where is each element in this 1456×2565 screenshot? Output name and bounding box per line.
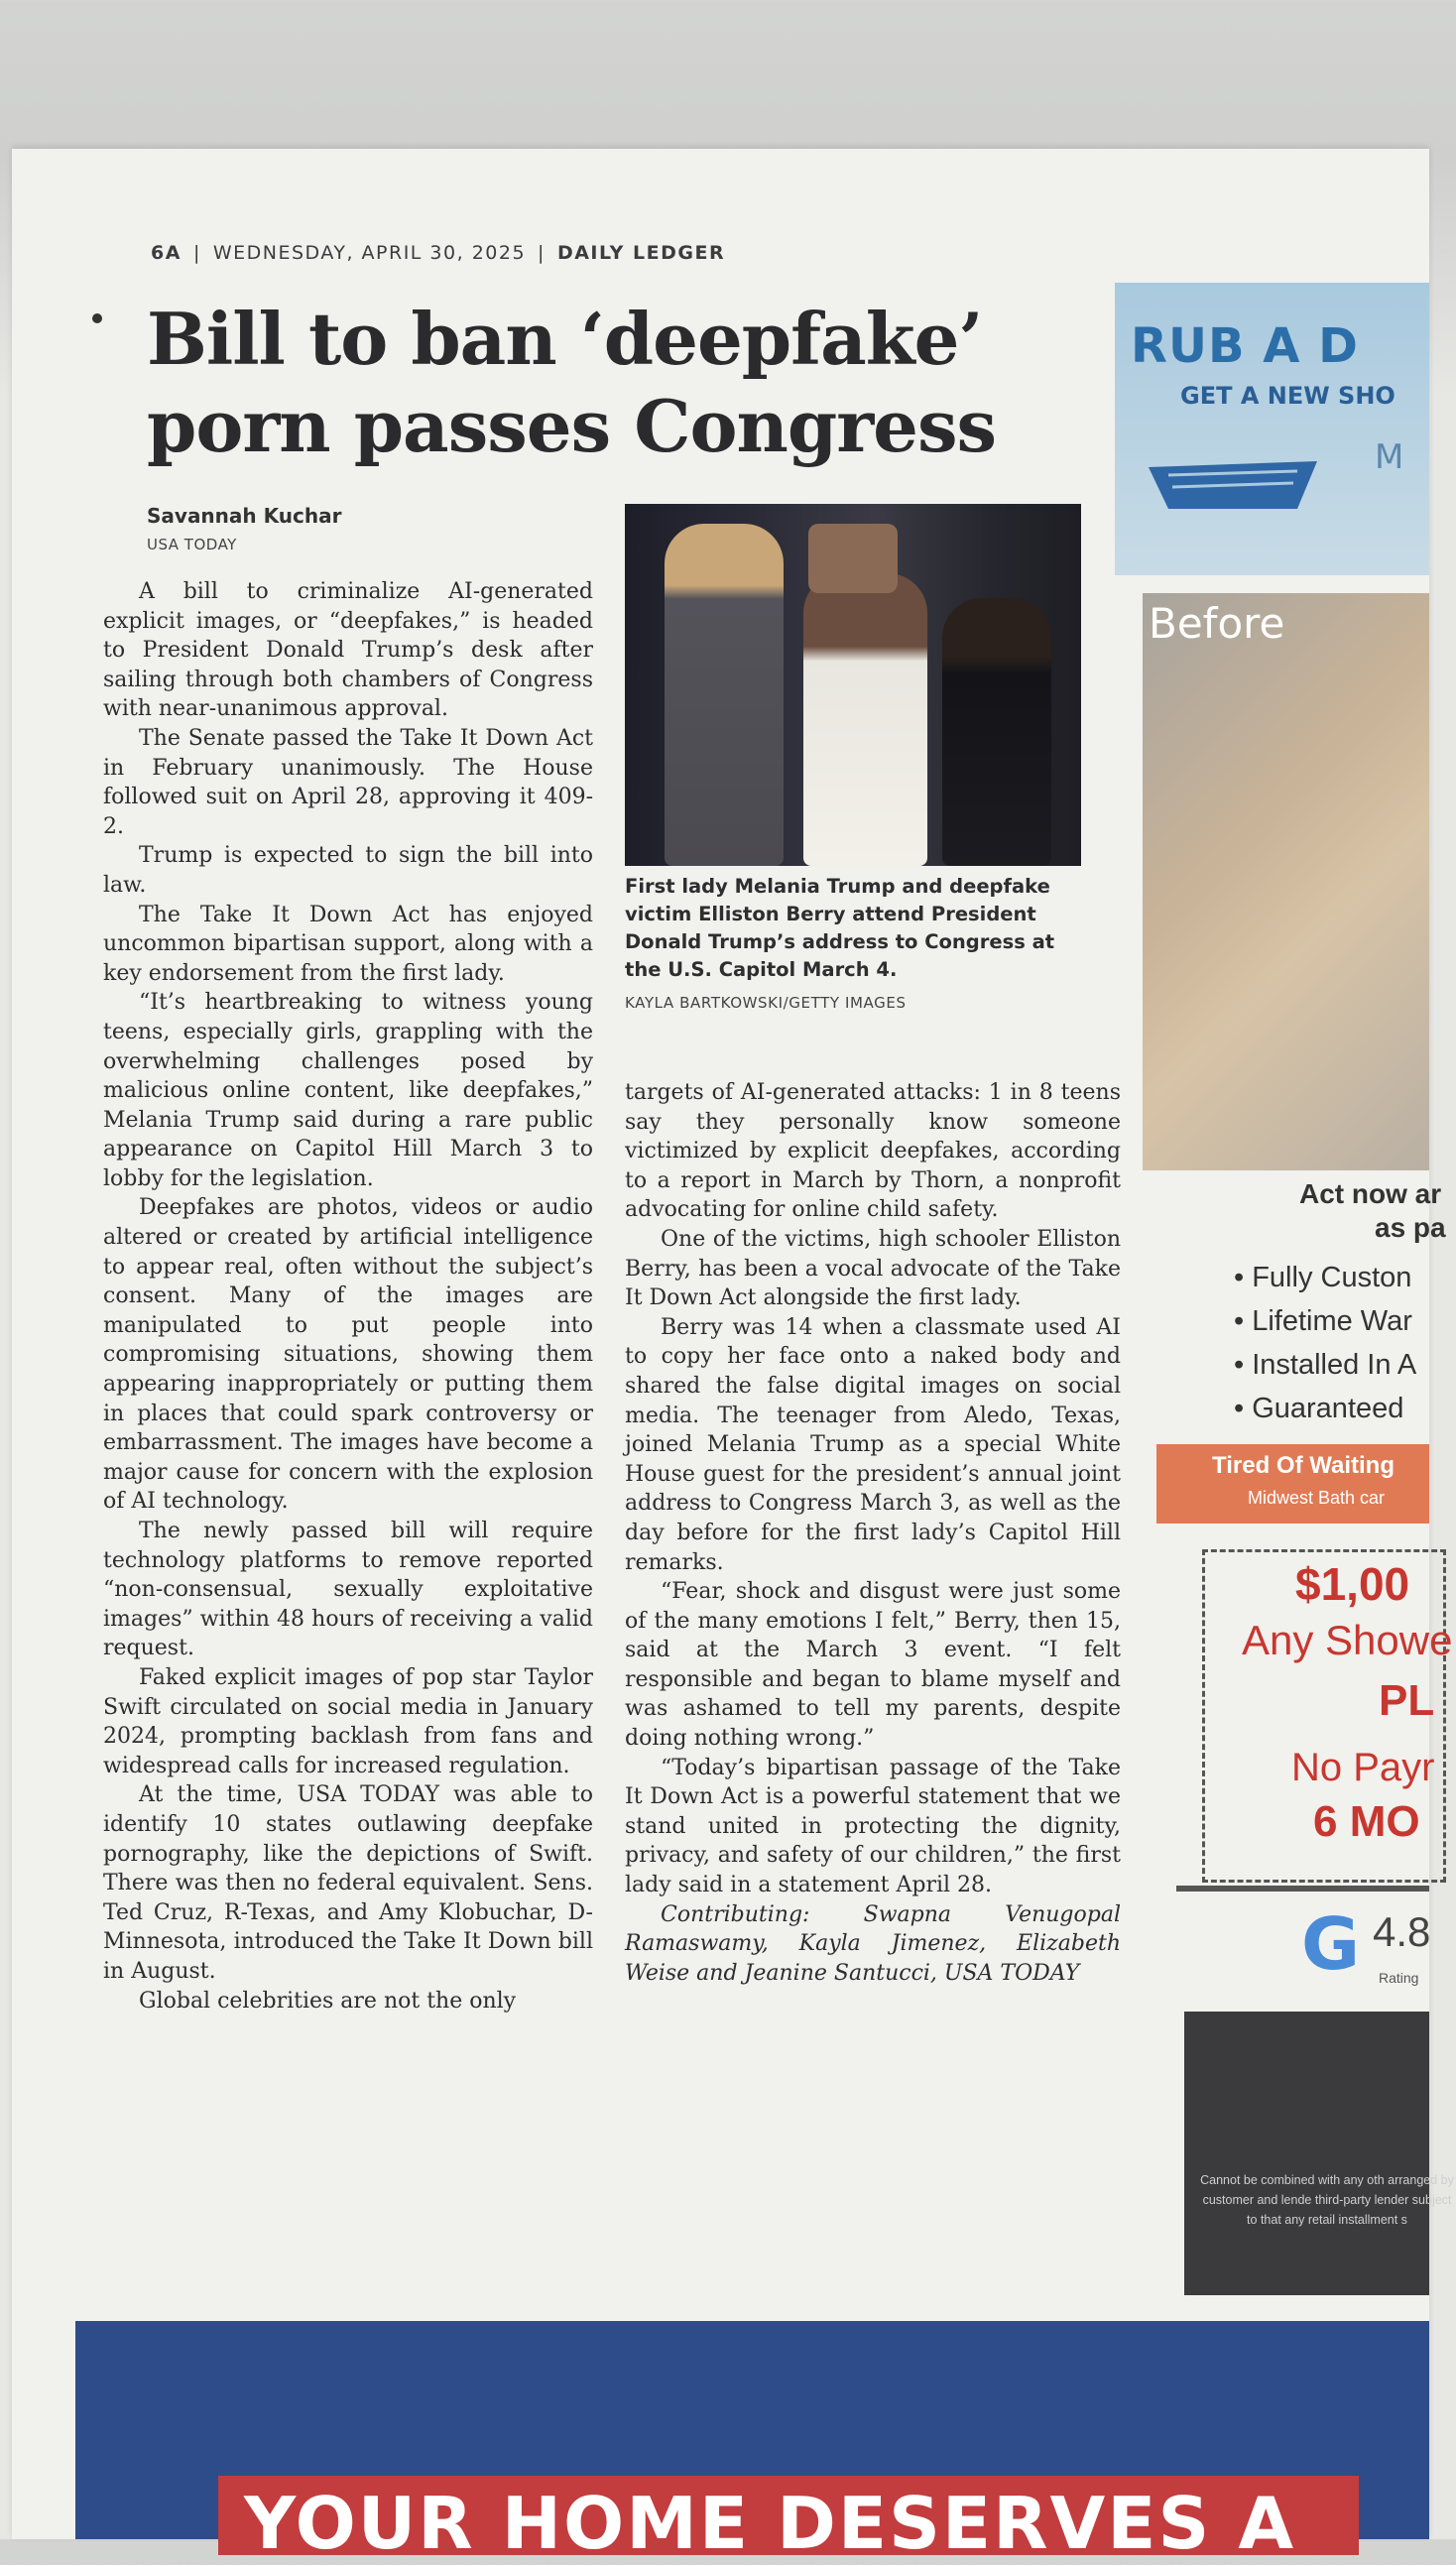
ad-fine-print: Cannot be combined with any oth arranged by customer and lende third-party lender subject to that any retail installment s <box>1200 2173 1454 2227</box>
bath-ad-header <box>1115 283 1429 575</box>
google-icon: G <box>1301 1902 1361 1986</box>
article-column-2 <box>625 1078 1121 1988</box>
article-column-1 <box>103 577 593 2015</box>
ad-bullet: • Fully Custon <box>1234 1262 1412 1293</box>
ad-orange-sub: Midwest Bath car <box>1248 1488 1386 1508</box>
page-number: 6A <box>151 242 182 264</box>
paragraph: At the time, USA TODAY was able to identify 10 states outlawing deepfake pornography, like the depictions of Swift. There was then no federal equivalent. Sens. Ted Cruz, R-Texas, and Amy Klobuchar, D-Minnesota, introduced the Take It Down bill in August. <box>103 1782 593 1984</box>
paragraph: targets of AI-generated attacks: 1 in 8 teens say they personally know someone victimized by explicit deepfakes, according to a report in March by Thorn, a nonprofit advocating for online child safety. <box>625 1080 1121 1223</box>
paragraph: Faked explicit images of pop star Taylor Swift circulated on social media in January 2024, prompting backlash from fans and widespread calls for increased regulation. <box>103 1664 593 1778</box>
paragraph: The newly passed bill will require technology platforms to remove reported “non-consensual, sexually exploitative images” within 48 hours of receiving a valid request. <box>103 1519 593 1661</box>
coupon-line: 6 MO <box>1313 1797 1420 1846</box>
ad-orange-title: Tired Of Waiting <box>1212 1452 1395 1479</box>
paragraph: “Fear, shock and disgust were just some of the many emotions I felt,” Berry, then 15, said at the March 3 event. “I felt responsible and began to blame myself and was ashamed to tell my parents, despite doing nothing wrong.” <box>625 1579 1121 1752</box>
paper-name: DAILY LEDGER <box>556 242 726 264</box>
photo-credit: KAYLA BARTKOWSKI/GETTY IMAGES <box>625 994 907 1012</box>
ad-brand-letter: M <box>1375 437 1404 477</box>
paragraph: Berry was 14 when a classmate used AI to copy her face onto a naked body and shared the false digital images on social media. The teenager from Aledo, Texas, joined Melania Trump as a special White House guest for the president’s annual joint address to Congress March 3, as well as the day before for the first lady’s Capitol Hill remarks. <box>625 1314 1121 1575</box>
before-label: Before <box>1149 599 1285 648</box>
byline <box>147 504 341 553</box>
ad-act-now: Act now ar <box>1299 1178 1442 1209</box>
author-org: USA TODAY <box>147 536 237 553</box>
article-photo <box>625 504 1081 866</box>
paragraph: Deepfakes are photos, videos or audio altered or created by artificial intelligence to appear real, often without the subject’s consent. Many of the images are manipulated to put people into compromising situations, showing them appearing inappropriately or putting them in places that could spark controversy or embarrassment. The images have become a major cause for concern with the explosion of AI technology. <box>103 1195 593 1515</box>
ad-bullet: • Guaranteed <box>1234 1393 1404 1424</box>
photo-caption: First lady Melania Trump and deepfake victim Elliston Berry attend President Donald Trump’s address to Congress at the U.S. Capitol March 4. <box>625 875 1055 981</box>
headline: Bill to ban ‘deepfake’ porn passes Congress <box>147 297 997 468</box>
ad-bullet: • Installed In A <box>1234 1349 1417 1381</box>
ad-brand-sub: GET A NEW SHO <box>1180 382 1395 410</box>
paragraph: The Senate passed the Take It Down Act in February unanimously. The House followed suit on April 28, approving it 409-2. <box>103 725 593 839</box>
paragraph: A bill to criminalize AI-generated explicit images, or “deepfakes,” is headed to President Donald Trump’s desk after sailing through both chambers of Congress with near-unanimous approval. <box>103 579 593 722</box>
coupon-price: $1,00 <box>1295 1558 1410 1610</box>
ad-fine-print-box <box>1184 2012 1454 2295</box>
issue-date: WEDNESDAY, APRIL 30, 2025 <box>212 242 527 264</box>
ad-act-now-2: as pa <box>1375 1212 1446 1243</box>
contributing-note: Contributing: Swapna Venugopal Ramaswamy, Kayla Jimenez, Elizabeth Weise and Jeanine Santucci, USA TODAY <box>625 1901 1121 1986</box>
ad-brand: RUB A D <box>1131 318 1359 374</box>
ad-rating: 4.8 <box>1373 1908 1431 1955</box>
page-folio: 6A | WEDNESDAY, APRIL 30, 2025 | DAILY LEDGER <box>151 242 726 264</box>
ad-rating-label: Rating <box>1379 1970 1419 1986</box>
coupon-line: PL <box>1379 1676 1435 1725</box>
bathtub-icon <box>1149 453 1317 513</box>
author-name: Savannah Kuchar <box>147 504 342 528</box>
paragraph: Global celebrities are not the only <box>139 1988 517 2014</box>
coupon-line: Any Showe <box>1242 1617 1453 1663</box>
paragraph: Trump is expected to sign the bill into law. <box>103 843 593 898</box>
paragraph: “Today’s bipartisan passage of the Take It Down Act is a powerful statement that we stand united in protecting the dignity, privacy, and safety of our children,” the first lady said in a statement April 28. <box>625 1755 1121 1898</box>
ad-orange-banner <box>1156 1444 1429 1524</box>
ad-bullet: • Lifetime War <box>1234 1305 1412 1337</box>
ad-divider <box>1176 1886 1429 1892</box>
paragraph: The Take It Down Act has enjoyed uncommon bipartisan support, along with a key endorsement from the first lady. <box>103 902 593 986</box>
paragraph: “It’s heartbreaking to witness young teens, especially girls, grappling with the overwhelming challenges posed by malicious online content, like deepfakes,” Melania Trump said during a rare public appearance on Capitol Hill March 3 to lobby for the legislation. <box>103 990 593 1191</box>
bottom-ad-banner <box>75 2321 1429 2565</box>
banner-text: YOUR HOME DESERVES A <box>244 2482 1296 2565</box>
coupon-line: No Payr <box>1291 1746 1435 1789</box>
ad-bullet-list <box>1234 1256 1416 1430</box>
paragraph: One of the victims, high schooler Elliston Berry, has been a vocal advocate of the Take It Down Act alongside the first lady. <box>625 1226 1121 1311</box>
bullet-dot <box>92 313 102 323</box>
before-photo <box>1143 593 1429 1170</box>
